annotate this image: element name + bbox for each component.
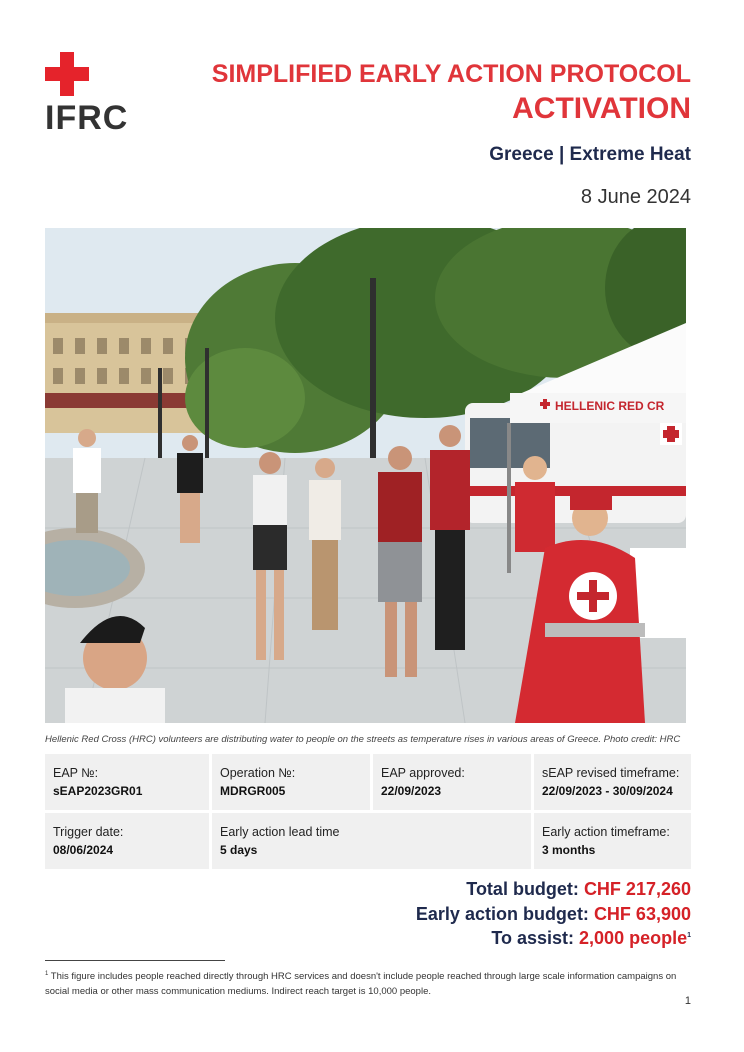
footnote-ref-link[interactable]: 1 [687, 932, 691, 939]
document-title-line1: SIMPLIFIED EARLY ACTION PROTOCOL [211, 60, 691, 88]
early-action-budget [416, 904, 691, 925]
document-subtitle: Greece | Extreme Heat [489, 144, 691, 165]
revised-timeframe-label: sEAP revised timeframe: [542, 766, 680, 780]
ifrc-logo [45, 50, 137, 136]
people-to-assist-label: To assist: [491, 928, 580, 948]
page-number: 1 [684, 995, 691, 1007]
document-date: 8 June 2024 [580, 186, 691, 208]
eap-approved-value: 22/09/2023 [381, 784, 442, 798]
operation-number-value: MDRGR005 [220, 784, 286, 798]
footnote-divider [45, 960, 225, 961]
photo-caption: Hellenic Red Cross (HRC) volunteers are distributing water to people on the streets as temperature rises in various areas of Greece. Photo credit: HRC [45, 734, 681, 745]
red-cross-icon [45, 52, 89, 96]
eap-number-value: sEAP2023GR01 [53, 784, 143, 798]
revised-timeframe-cell [531, 754, 691, 810]
tent-sign-text: HELLENIC RED CR [555, 399, 665, 413]
people-to-assist-value: 2,000 people [579, 928, 688, 948]
info-row-2 [45, 813, 691, 869]
cover-photo [45, 228, 686, 723]
operation-number-cell [209, 754, 370, 810]
action-timeframe-label: Early action timeframe: [542, 825, 670, 839]
total-budget-value: CHF 217,260 [583, 879, 691, 899]
trigger-date-cell [45, 813, 209, 869]
people-to-assist [491, 928, 691, 949]
footnote [45, 967, 695, 999]
logo-text: IFRC [45, 99, 129, 137]
total-budget-label: Total budget: [466, 879, 584, 899]
trigger-date-value: 08/06/2024 [53, 843, 114, 857]
revised-timeframe-value: 22/09/2023 - 30/09/2024 [542, 784, 673, 798]
eap-info-table [45, 754, 691, 869]
footnote-text: This figure includes people reached directly through HRC services and doesn't include people reached through large scale information campaigns on social media or other mass communication mediums. Indirect reach target is 10,000 people. [45, 971, 677, 998]
total-budget [466, 879, 691, 900]
eap-number-cell [45, 754, 209, 810]
lead-time-cell [209, 813, 531, 869]
document-title-line2: ACTIVATION [512, 92, 691, 125]
operation-number-label: Operation №: [220, 766, 296, 780]
info-row-1 [45, 754, 691, 810]
lead-time-label: Early action lead time [220, 825, 340, 839]
early-action-budget-value: CHF 63,900 [593, 904, 691, 924]
red-crescent-icon [97, 50, 137, 98]
eap-approved-cell [370, 754, 531, 810]
lead-time-value: 5 days [220, 843, 258, 857]
eap-number-label: EAP №: [53, 766, 99, 780]
action-timeframe-cell [531, 813, 691, 869]
footnote-marker: 1 [45, 971, 49, 977]
eap-approved-label: EAP approved: [381, 766, 465, 780]
early-action-budget-label: Early action budget: [415, 904, 594, 924]
action-timeframe-value: 3 months [542, 843, 596, 857]
trigger-date-label: Trigger date: [53, 825, 124, 839]
